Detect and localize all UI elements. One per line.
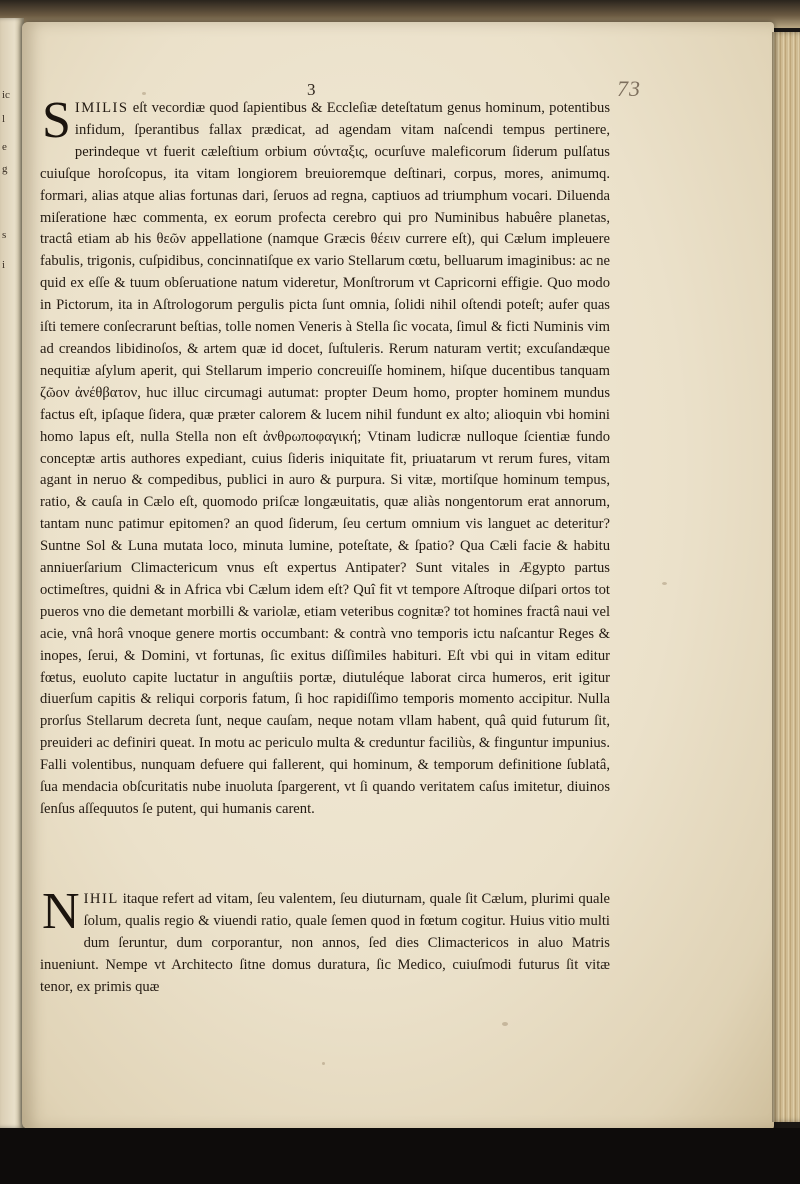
left-fragment: l xyxy=(2,113,6,125)
page-number: 3 xyxy=(307,80,316,99)
drop-cap: N xyxy=(42,883,80,940)
paragraph-text: eſt vecordiæ quod ſapientibus & Eccleſiæ deteſtatum genus hominum, potentibus infidum, ſperantibus fallax prædicat, ad agendam vitam naſcendi tempus pertinere, perindeque vt fuerit cæleſtium orbium σύνταξις, ocurſuve maleficorum ſiderum pulſatus cuiuſque horoſcopus, ita vitam longiorem breuioremque deſtinari, corpus, mores, animumq. formari, alias atque alias fortunas dari, ſeruos ad regna, captiuos ad triumphum vocari. Diluenda miſeratione hæc commenta, ex eorum profecta cerebro qui pro Numinibus habuêre planetas, tractâ etiam ab his θεῶν appellatione (namque Græcis θέειν currere eſt), qui Cælum impleuere fabulis, trigonis, cuſpidibus, concinnatiſque ex vario Stellarum cœtu, belluarum imaginibus: ac ne quid ex eſſe & tuum obſeruatione natum videretur, Monſtrorum vt Capricorni effigie. Quo modo in Pictorum, ita in Aſtrologorum pergulis picta ſunt omnia, ſolidi nihil oſtendi poteſt; aufer quas iſti temere conſecrarunt beſtias, tolle nomen Veneris à Stella ſic vocata, ſimul & ficti Numinis vim ad creandos libidinoſos, & artem quæ id docet, ſuſtuleris. Rerum naturam vertit; excuſandæque nequitiæ aſylum aperit, qui Stellarum imperio concreuiſſe hominem, hiſque ducentibus tanquam ζῶον ἀνέθβατον, huc illuc circumagi autumat: propter Deum homo, propter hominem mundus factus eſt, ipſaque ſidera, quæ præter calorem & lucem nihil fundunt ex alto; alioquin vbi homini homo lapus eſt, nulla Stella non eſt ἀνθρωποφαγική; Vtinam ludicræ nulloque ſcientiæ fundo conceptæ artis authores expediant, cuius ſideris iniquitate fit, priuatarum vt rerum fures, vitam agant in neruo & compedibus, publici in auro & purpura. Si vitæ, mortiſque hominum tempus, ratio, & cauſa in Cælo eſt, quomodo priſcæ longæuitatis, quæ aliàs nongentorum erat annorum, tantam nunc patimur epitomen? an quod ſiderum, ſeu certum omnium vis languet ac deteritur? Suntne Sol & Luna mutata loco, minuta lumine, poteſtate, & ſpatio? Qua Cæli facie & habitu anniuerſarium Climactericum vnus eſt expertus Antipater? Sunt vitales in Ægypto partus octimeſtres, quidni & in Africa vbi Cælum idem eſt? Quî fit vt tempore Aſtroque diſpari ortos tot pueros vno die demetant morbilli & variolæ, etiam veteribus cognitæ? tot homines fractâ naui vel acie, vnâ horâ vnoque genere mortis occumbant: & contrà vno temporis ictu naſcantur Reges & inopes, ſerui, & Domini, vt fortunas, ſic exitus diſſimiles habituri. Eſt vbi qui in vitam editur fœtus, euoluto capite luctatur in anguſtiis portæ, diutuléque laborat circa humeros, erit igitur diuerſum capitis & reliqui corporis fatum, ſi hoc rapidiſſimo temporis momento accipitur. Nulla prorſus Stellarum decreta ſunt, neque cauſam, neque notam vllam habent, quâ quid futurum ſit, preuideri ac definiri queat. In motu ac periculo multa & creduntur faciliùs, & finguntur impunius. Falli volentibus, nunquam defuere qui fallerent, qui hominum, & temporum definitione ſublatâ, ſua mendacia obſcuritatis nube inuoluta ſpargerent, vt ſi quando veritatem caſus imitetur, diuinos ſenſus aſſequutos ſe putent, qui humanis carent. xyxy=(40,100,610,817)
scan-background xyxy=(0,1128,800,1184)
paragraph-text: itaque refert ad vitam, ſeu valentem, ſeu diuturnam, quale ſit Cælum, plurimi quale ſolum, qualis regio & viuendi ratio, quale ſemen quod in fœtum cogitur. Huius vitio multi dum ſeruntur, dum corporantur, non annos, ſed dies Climactericos in aluo Matris inueniunt. Nempe vt Architecto ſitne domus duratura, ſic Medico, cuiuſmodi futurus ſit vitæ tenor, ex primis quæ xyxy=(40,891,610,995)
paragraph-2 xyxy=(40,883,610,999)
drop-cap: S xyxy=(42,92,71,149)
left-fragment: e xyxy=(2,141,7,153)
left-page-edge xyxy=(0,18,24,1128)
lead-word: IMILIS xyxy=(74,100,129,116)
left-fragment: s xyxy=(2,229,7,241)
lead-word: IHIL xyxy=(83,891,119,907)
handwritten-mark: 73 xyxy=(617,76,641,101)
left-fragment: ic xyxy=(2,89,10,101)
left-fragment: g xyxy=(2,163,8,175)
paragraph-1 xyxy=(40,92,610,821)
page-edges xyxy=(772,32,800,1122)
left-fragment: i xyxy=(2,259,6,271)
